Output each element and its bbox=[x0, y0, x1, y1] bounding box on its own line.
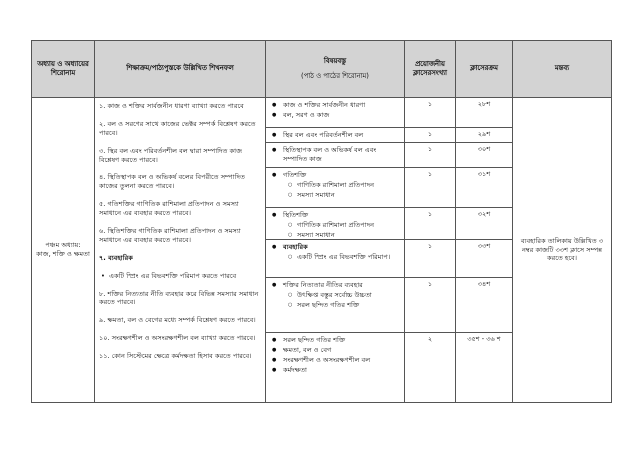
outcome-item: ১. কাজ ও শক্তির সার্বজনীন ধারণা ব্যাখ্যা করতে পারবে bbox=[99, 102, 244, 110]
class-sequence-value: ৩২শ bbox=[456, 208, 512, 240]
outcome-item: ৬. স্থিতিশক্তির গাণিতিক রাশিমালা প্রতিপাদন ও সমস্যা সমাধানে এর ব্যবহার করতে পারবে। bbox=[99, 227, 241, 244]
lesson-topic: ● কর্মদক্ষতা bbox=[269, 366, 401, 375]
lesson-topic: ● গতিশক্তি bbox=[269, 171, 401, 180]
class-sequence-value: ৩১শ bbox=[456, 168, 512, 208]
outcome-item: ৪. স্থিতিস্থাপক বল ও অভিকর্ষ বলের বিপরীতে সম্পাদিত কাজের তুলনা করতে পারবে। bbox=[99, 173, 245, 191]
classes-needed-value: ১ bbox=[405, 168, 455, 208]
chapter-cell bbox=[32, 98, 95, 403]
lesson-block bbox=[266, 240, 404, 278]
header-classes-needed: প্রয়োজনীয় ক্লাসেরসংখ্যা bbox=[405, 41, 456, 98]
classes-needed-value: ২ bbox=[427, 335, 433, 343]
class-sequence-value: ৩০শ bbox=[456, 143, 512, 168]
classes-needed-value: ১ bbox=[405, 143, 455, 168]
outcome-item: ১০. সংরক্ষণশীল ও অসংরক্ষণশীল বল ব্যাখ্যা করতে পারবে। bbox=[99, 334, 256, 343]
subject-cell bbox=[266, 98, 405, 403]
classes-needed-value: ১ bbox=[405, 278, 455, 333]
lesson-subtopic: ○ সমস্যা সমাধান bbox=[269, 191, 401, 200]
lesson-topic: ● ব্যবহারিক bbox=[269, 243, 401, 252]
lesson-block bbox=[266, 208, 404, 240]
class-sequence-cell bbox=[456, 98, 513, 403]
remark-text: ব্যবহারিক তালিকায় উল্লিখিত ৩ নম্বর কাজটি ৩৩শ ক্লাসে সম্পন্ন করতে হবে। bbox=[520, 236, 604, 263]
lesson-block bbox=[266, 333, 404, 402]
outcome-item: ৫. গতিশক্তির গাণিতিক রাশিমালা প্রতিপাদন ও সমস্যা সমাধানে এর ব্যবহার করতে পারবে। bbox=[99, 200, 239, 218]
table-header-row bbox=[32, 41, 612, 98]
lesson-block bbox=[266, 143, 404, 168]
lesson-topic: ● বল, সরণ ও কাজ bbox=[269, 111, 401, 120]
lesson-block bbox=[266, 98, 404, 128]
subject-column bbox=[266, 98, 404, 402]
lesson-topic: ● স্থিতিস্থাপক বল ও অভিকর্ষ বল এবং সম্পাদিত কাজ bbox=[269, 146, 401, 164]
classes-needed-value: ১ bbox=[405, 128, 455, 143]
class-sequence-value: ৩৫শ - ৩৬ শ bbox=[467, 335, 501, 343]
classes-needed-value: ১ bbox=[405, 98, 455, 128]
lesson-subtopic: ○ গাণিতিক রাশিমালা প্রতিপাদন bbox=[269, 221, 401, 230]
class-sequence-column bbox=[456, 98, 512, 402]
chapter-title: কাজ, শক্তি ও ক্ষমতা bbox=[36, 250, 90, 258]
class-sequence-value: ৩৪শ bbox=[456, 278, 512, 333]
lesson-block bbox=[266, 128, 404, 143]
header-chapter: অধ্যায় ও অধ্যায়ের শিরোনাম bbox=[32, 41, 95, 98]
outcome-item: ২. বল ও সরণের সাথে কাজের ভেক্টর সম্পর্ক বিশ্লেষণ করতে পারবে। bbox=[99, 119, 256, 137]
outcome-practical-item: • একটি স্প্রিং এর বিভবশক্তি পরিমাপ করতে পারবে bbox=[99, 272, 261, 281]
header-subject bbox=[266, 41, 405, 98]
table-body-row bbox=[32, 98, 612, 403]
lesson-topic: ● কাজ ও শক্তির সার্বজনীন ধারণা bbox=[269, 101, 401, 110]
outcome-practical-heading: ৭. ব্যবহারিক bbox=[99, 253, 133, 262]
header-subject-sub: (পাঠ ও পাঠের শিরোনাম) bbox=[301, 71, 369, 80]
classes-needed-value: ১ bbox=[405, 240, 455, 278]
lesson-block bbox=[266, 278, 404, 333]
lesson-subtopic: ○ সমস্যা সমাধান bbox=[269, 231, 401, 240]
lesson-topic: ● স্থিতিশক্তি bbox=[269, 211, 401, 220]
lesson-subtopic: ○ সরল ছন্দিত গতির শক্তি bbox=[269, 301, 401, 310]
outcome-item: ১১. কোন সিস্টেমের ক্ষেত্রে কর্মদক্ষতা হিসাব করতে পারবে। bbox=[99, 352, 252, 361]
outcome-item: ৩. স্থির বল এবং পরিবর্তনশীল বল দ্বারা সম্পাদিত কাজ বিশ্লেষণ করতে পারবে। bbox=[99, 146, 242, 164]
outcomes-cell bbox=[95, 98, 266, 403]
lesson-topic: ● শক্তির নিত্যতার নীতির ব্যবহার bbox=[269, 281, 401, 290]
header-subject-title: বিষয়বস্তু bbox=[323, 57, 347, 66]
outcome-item: ৯. ক্ষমতা, বল ও বেগের মধ্যে সম্পর্ক বিশ্লেষণ করতে পারবে। bbox=[99, 316, 256, 325]
lesson-topic: ● সরল ছন্দিত গতির শক্তি bbox=[269, 336, 401, 345]
header-remarks: মন্তব্য bbox=[513, 41, 612, 98]
header-outcomes: শিক্ষাক্রম/পাঠ্যপুস্তকে উল্লিখিত শিখনফল bbox=[95, 41, 266, 98]
classes-needed-value: ১ bbox=[405, 208, 455, 240]
outcome-item: ৮. শক্তির নিত্যতার নীতি ব্যবহার করে বিভিন্ন সমস্যার সমাধান করতে পারবে। bbox=[99, 289, 259, 307]
header-class-sequence: ক্লাসেরক্রম bbox=[456, 41, 513, 98]
lesson-subtopic: ○ উৎক্ষিপ্ত বস্তুর সর্বোচ্চ উচ্চতা bbox=[269, 291, 401, 300]
class-sequence-value: ২৯শ bbox=[456, 128, 512, 143]
classes-needed-cell bbox=[405, 98, 456, 403]
lesson-plan-table bbox=[31, 40, 612, 403]
class-sequence-value: ২৮শ bbox=[456, 98, 512, 128]
lesson-block bbox=[266, 168, 404, 208]
lesson-subtopic: ○ একটি স্প্রিং এর বিভবশক্তি পরিমাপ। bbox=[269, 253, 401, 262]
lesson-topic: ● সংরক্ষণশীল ও অসংরক্ষণশীল বল bbox=[269, 356, 401, 365]
chapter-number: পঞ্চম অধ্যায়: bbox=[45, 241, 81, 250]
class-sequence-value: ৩৩শ bbox=[456, 240, 512, 278]
classes-needed-column bbox=[405, 98, 455, 402]
lesson-topic: ● স্থির বল এবং পরিবর্তনশীল বল bbox=[269, 131, 401, 140]
remarks-cell bbox=[513, 98, 612, 403]
lesson-subtopic: ○ গাণিতিক রাশিমালা প্রতিপাদন bbox=[269, 181, 401, 190]
lesson-topic: ● ক্ষমতা, বল ও বেগ bbox=[269, 346, 401, 355]
